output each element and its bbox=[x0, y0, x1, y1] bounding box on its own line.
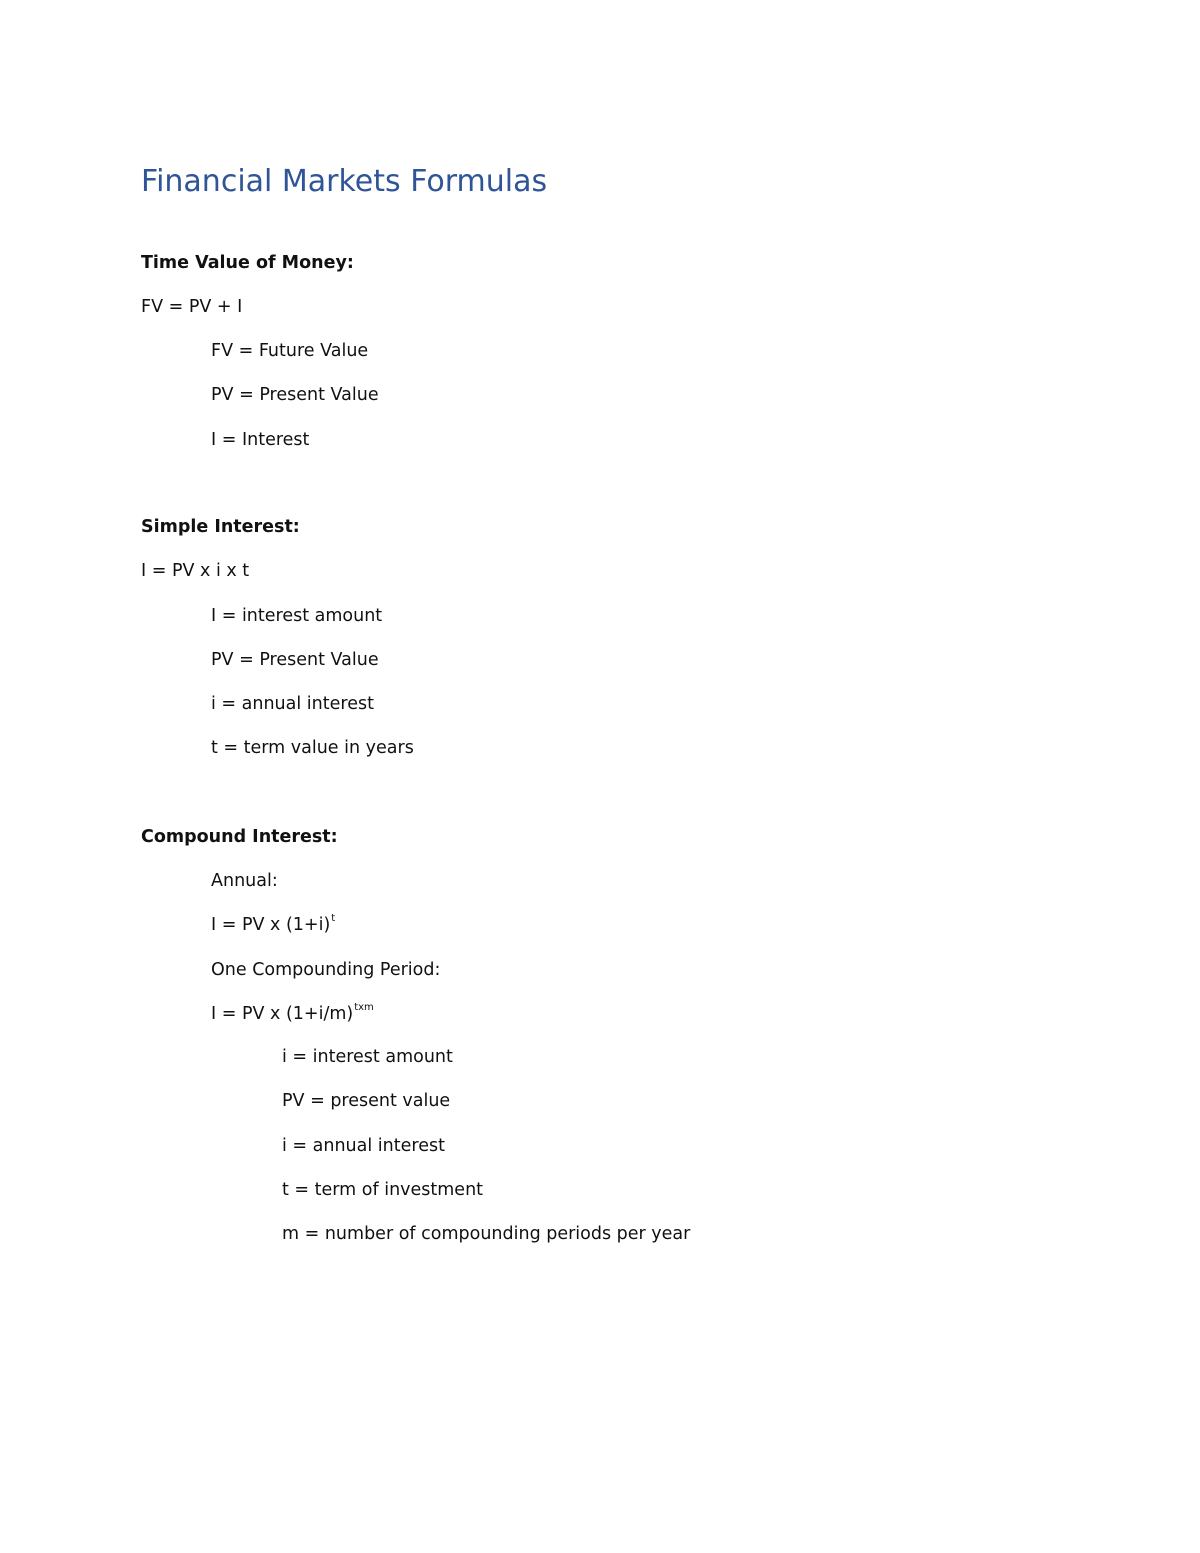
formula-time-value: FV = PV + I bbox=[141, 297, 243, 317]
definition-fv: FV = Future Value bbox=[211, 341, 369, 361]
formula-compound-annual-base: I = PV x (1+i) bbox=[211, 915, 331, 935]
formula-compound-annual bbox=[211, 913, 335, 937]
formula-compound-annual-exponent: t bbox=[331, 913, 336, 925]
definition-term-value: t = term value in years bbox=[211, 738, 414, 758]
definition-present-value: PV = Present Value bbox=[211, 650, 379, 670]
section-heading-compound-interest: Compound Interest: bbox=[141, 827, 338, 847]
definition-compound-periods: m = number of compounding periods per year bbox=[282, 1224, 691, 1244]
definition-pv: PV = Present Value bbox=[211, 385, 379, 405]
definition-compound-term: t = term of investment bbox=[282, 1180, 484, 1200]
document-title: Financial Markets Formulas bbox=[141, 164, 548, 199]
definition-compound-present-value: PV = present value bbox=[282, 1091, 451, 1111]
formula-compound-period-exponent: txm bbox=[354, 1002, 374, 1014]
formula-simple-interest: I = PV x i x t bbox=[141, 561, 250, 581]
section-heading-time-value: Time Value of Money: bbox=[141, 253, 354, 273]
formula-compound-period-base: I = PV x (1+i/m) bbox=[211, 1004, 354, 1024]
definition-interest-amount: I = interest amount bbox=[211, 606, 383, 626]
section-heading-simple-interest: Simple Interest: bbox=[141, 517, 300, 537]
definition-compound-interest-amount: i = interest amount bbox=[282, 1047, 453, 1067]
definition-annual-interest: i = annual interest bbox=[211, 694, 374, 714]
formula-compound-period bbox=[211, 1002, 374, 1026]
label-annual: Annual: bbox=[211, 871, 278, 891]
definition-i: I = Interest bbox=[211, 430, 310, 450]
definition-compound-annual-interest: i = annual interest bbox=[282, 1136, 445, 1156]
label-one-compounding-period: One Compounding Period: bbox=[211, 960, 441, 980]
